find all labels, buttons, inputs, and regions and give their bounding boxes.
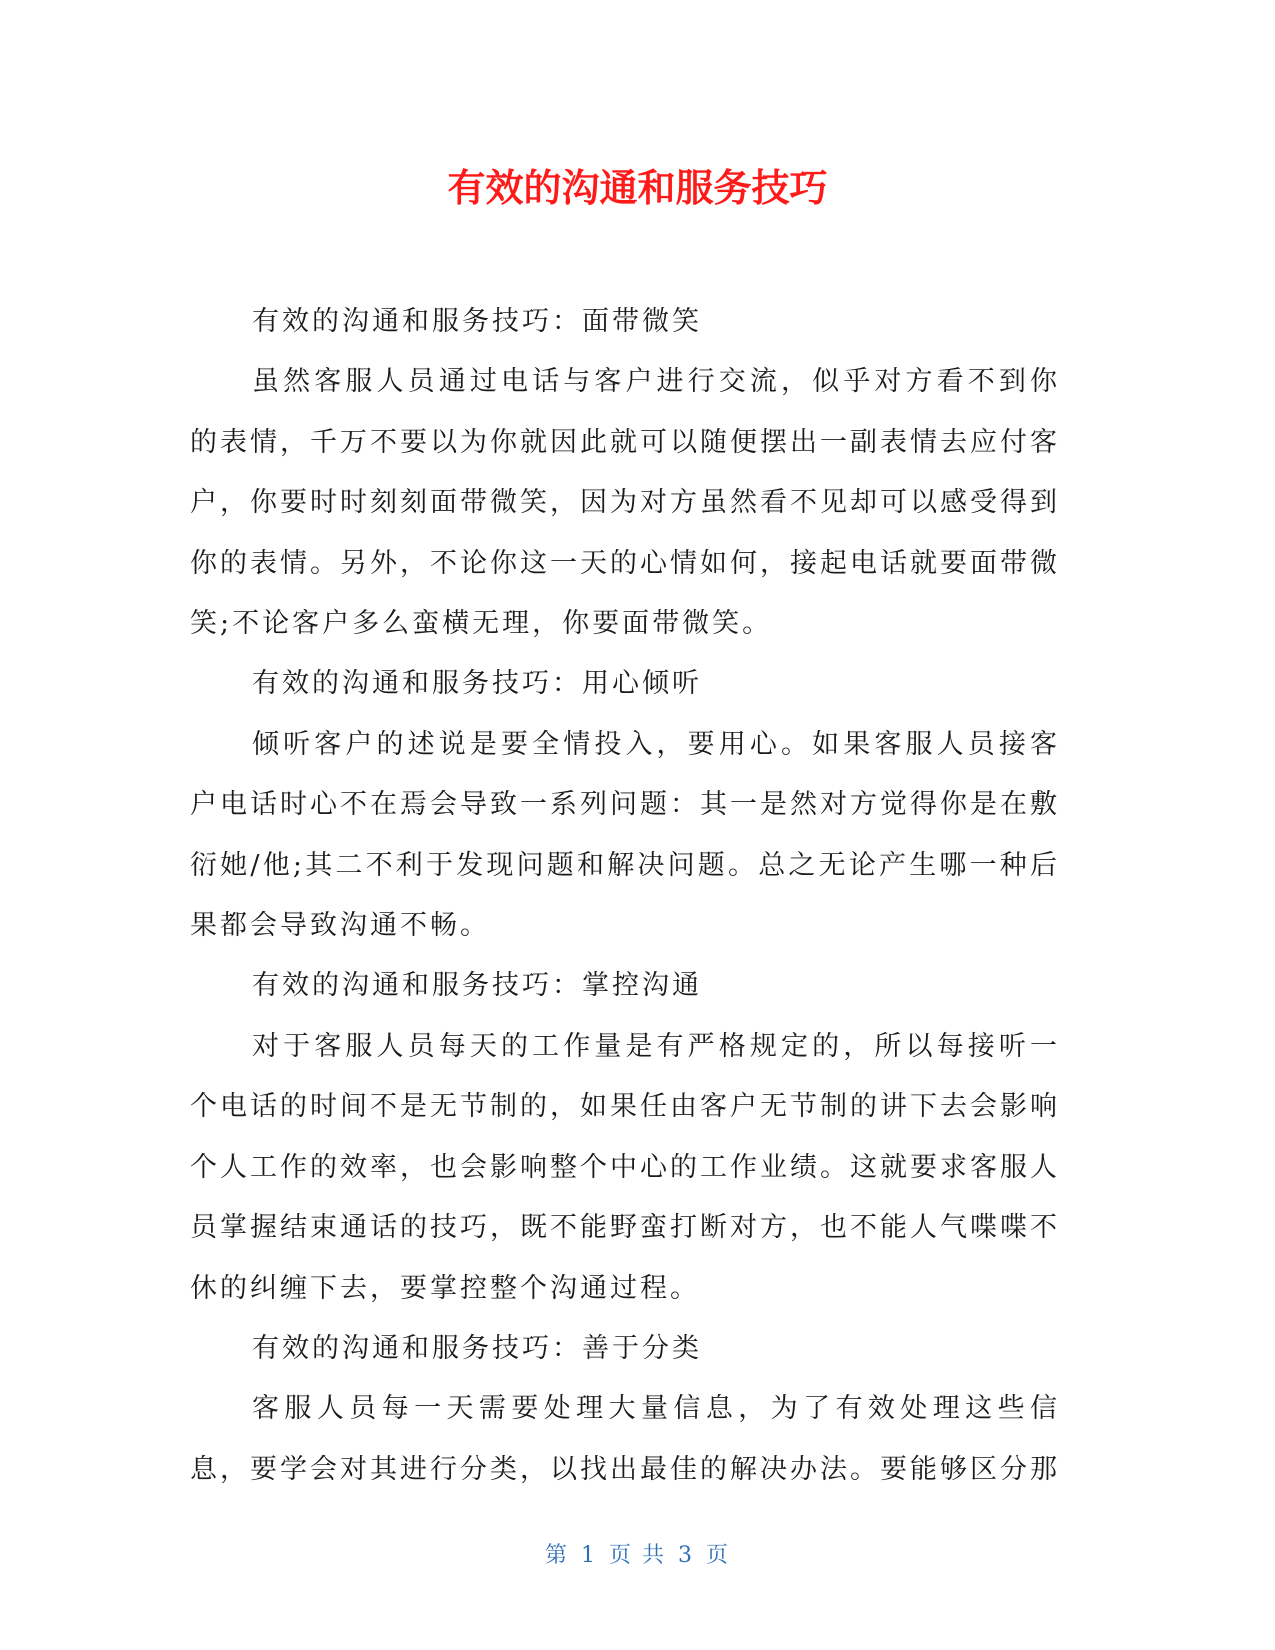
section-body-classify: 客服人员每一天需要处理大量信息，为了有效处理这些信息，要学会对其进行分类，以找出最佳的解决办法。要能够区分那: [190, 1393, 1060, 1485]
footer-current-page: 1: [581, 1543, 597, 1568]
section-heading-classify: 有效的沟通和服务技巧：善于分类: [252, 1332, 702, 1364]
page-footer: [0, 1538, 1275, 1569]
section-body-smile: 虽然客服人员通过电话与客户进行交流，似乎对方看不到你的表情，千万不要以为你就因此就可以随便摆出一副表情去应付客户，你要时时刻刻面带微笑，因为对方虽然看不见却可以感受得到你的表情。另外，不论你这一天的心情如何，接起电话就要面带微笑;不论客户多么蛮横无理，你要面带微笑。: [190, 366, 1060, 640]
section-heading-control: 有效的沟通和服务技巧：掌控沟通: [252, 970, 702, 1002]
section-body-control: 对于客服人员每天的工作量是有严格规定的，所以每接听一个电话的时间不是无节制的，如果任由客户无节制的讲下去会影响个人工作的效率，也会影响整个中心的工作业绩。这就要求客服人员掌握结束通话的技巧，既不能野蛮打断对方，也不能人气喋喋不休的纠缠下去，要掌控整个沟通过程。: [190, 1030, 1060, 1304]
section-heading-listen: 有效的沟通和服务技巧：用心倾听: [252, 668, 702, 700]
footer-page-prefix: 第: [544, 1543, 569, 1568]
document-title: 有效的沟通和服务技巧: [447, 166, 828, 210]
footer-total-pages: 3: [678, 1543, 694, 1568]
footer-page-suffix: 页: [706, 1543, 731, 1568]
footer-page-middle: 页 共: [609, 1543, 666, 1568]
document-body: [190, 292, 1060, 1500]
section-heading-smile: 有效的沟通和服务技巧：面带微笑: [252, 306, 702, 337]
section-body-listen: 倾听客户的述说是要全情投入，要用心。如果客服人员接客户电话时心不在焉会导致一系列问题：其一是然对方觉得你是在敷衍她/他;其二不利于发现问题和解决问题。总之无论产生哪一种后果都会导致沟通不畅。: [190, 728, 1060, 942]
